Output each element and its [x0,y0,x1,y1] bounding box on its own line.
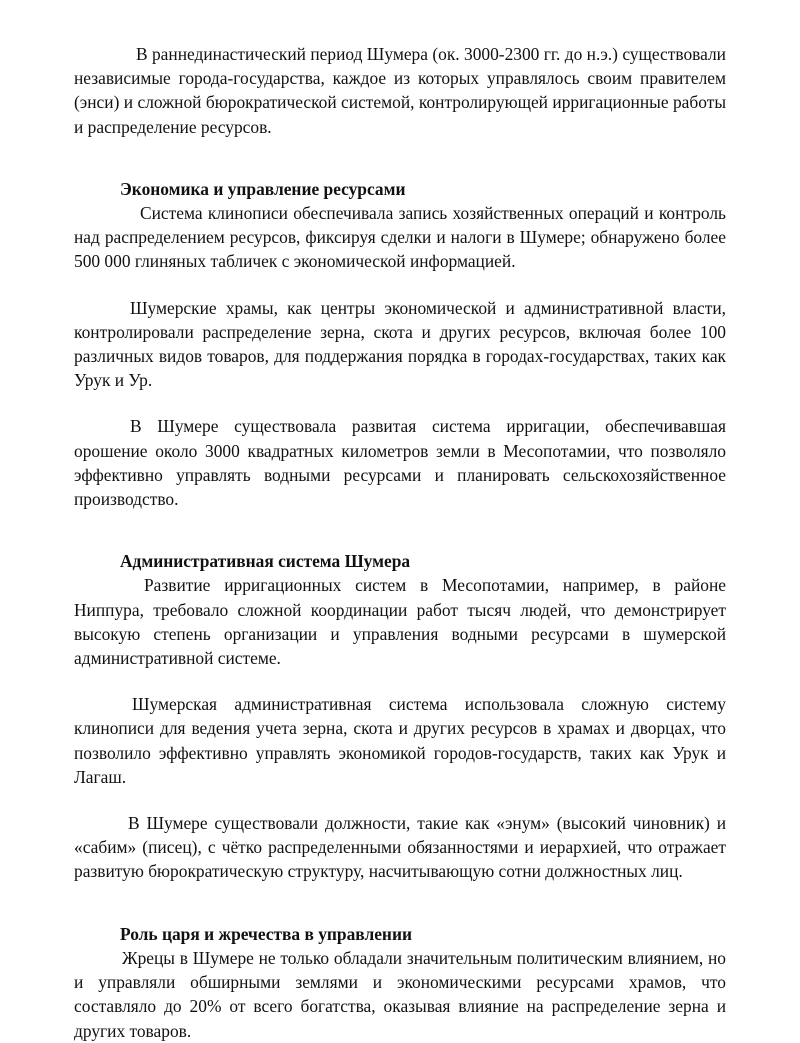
body-paragraph: В Шумере существовали должности, такие как «энум» (высокий чиновник) и «сабим» (писец), с чётко распределенными обязанностями и иерархией, что отражает развитую бюрократическую структуру, насчитывающую сотни должностных лиц. [74,813,726,882]
body-paragraph: Система клинописи обеспечивала запись хозяйственных операций и контроль над распределением ресурсов, фиксируя сделки и налоги в Шумере; обнаружено более 500 000 глиняных табличек с экономической информацией. [74,203,726,272]
section-heading-economy: Экономика и управление ресурсами [120,178,406,199]
section-heading-king-priesthood: Роль царя и жречества в управлении [120,923,412,944]
intro-paragraph: В раннединастический период Шумера (ок. 3000-2300 гг. до н.э.) существовали независимые города-государства, каждое из которых управлялось своим правителем (энси) и сложной бюрократической системой, контролирующей ирригационные работы и распределение ресурсов. [74,44,726,137]
body-paragraph: Шумерская административная система использовала сложную систему клинописи для ведения учета зерна, скота и других ресурсов в храмах и дворцах, что позволило эффективно управлять экономикой городов-государств, таких как Урук и Лагаш. [74,694,726,787]
body-paragraph: Развитие ирригационных систем в Месопотамии, например, в районе Ниппура, требовало сложной координации работ тысяч людей, что демонстрирует высокую степень организации и управления водными ресурсами в шумерской административной системе. [74,575,726,669]
body-paragraph: Жрецы в Шумере не только обладали значительным политическим влиянием, но и управляли обширными землями и экономическими ресурсами храмов, что составляло до 20% от всего богатства, оказывая влияние на распределение зерна и других товаров. [74,947,726,1041]
section-heading-administration: Административная система Шумера [120,551,411,572]
body-paragraph: Шумерские храмы, как центры экономической и административной власти, контролировали распределение зерна, скота и других ресурсов, включая более 100 различных видов товаров, для поддержания порядка в городах-государствах, таких как Урук и Ур. [74,297,726,391]
body-paragraph: В Шумере существовала развитая система ирригации, обеспечивавшая орошение около 3000 квадратных километров земли в Месопотамии, что позволяло эффективно управлять водными ресурсами и планировать сельскохозяйственное производство. [74,416,726,510]
